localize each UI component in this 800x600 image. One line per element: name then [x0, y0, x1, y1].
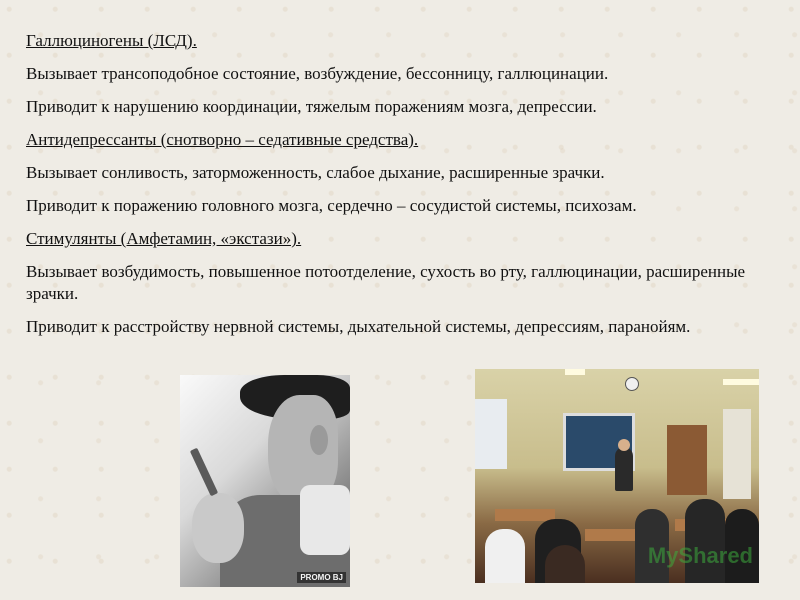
teacher-head [618, 439, 630, 451]
heading-antidepressants: Антидепрессанты (снотворно – седативные средства). [26, 130, 419, 149]
student-figure [545, 545, 585, 583]
wall-clock-shape [625, 377, 639, 391]
heading-hallucinogens: Галлюциногены (ЛСД). [26, 31, 197, 50]
slide-text-block [26, 30, 776, 349]
boy-with-cigarette-photo [180, 375, 350, 587]
stimulants-consequences: Приводит к расстройству нервной системы, дыхательной системы, депрессиям, паранойям. [26, 317, 691, 336]
classroom-watermark: MyShared [647, 543, 753, 568]
cigarette-shape [190, 448, 218, 497]
heading-stimulants: Стимулянты (Амфетамин, «экстази»). [26, 229, 302, 248]
bookshelf-shape [667, 425, 707, 495]
ceiling-light-shape [565, 369, 585, 375]
classroom-lesson-photo [475, 369, 759, 583]
window-shape [475, 399, 507, 469]
collar-shape [300, 485, 350, 555]
hand-shape [192, 493, 244, 563]
desk-shape [495, 509, 555, 521]
door-shape [723, 409, 751, 499]
teacher-figure [615, 447, 633, 491]
ear-shape [310, 425, 328, 455]
hallucinogens-consequences: Приводит к нарушению координации, тяжелым поражениям мозга, депрессии. [26, 97, 597, 116]
stimulants-effects: Вызывает возбудимость, повышенное потоотделение, сухость во рту, галлюцинации, расширенные зрачки. [26, 262, 746, 303]
antidepressants-effects: Вызывает сонливость, заторможенность, слабое дыхание, расширенные зрачки. [26, 163, 605, 182]
boy-photo-watermark: PROMO BJ [297, 572, 346, 583]
hallucinogens-effects: Вызывает трансоподобное состояние, возбуждение, бессонницу, галлюцинации. [26, 64, 609, 83]
student-figure [685, 499, 725, 583]
antidepressants-consequences: Приводит к поражению головного мозга, сердечно – сосудистой системы, психозам. [26, 196, 637, 215]
student-figure [485, 529, 525, 583]
ceiling-light-shape [723, 379, 759, 385]
